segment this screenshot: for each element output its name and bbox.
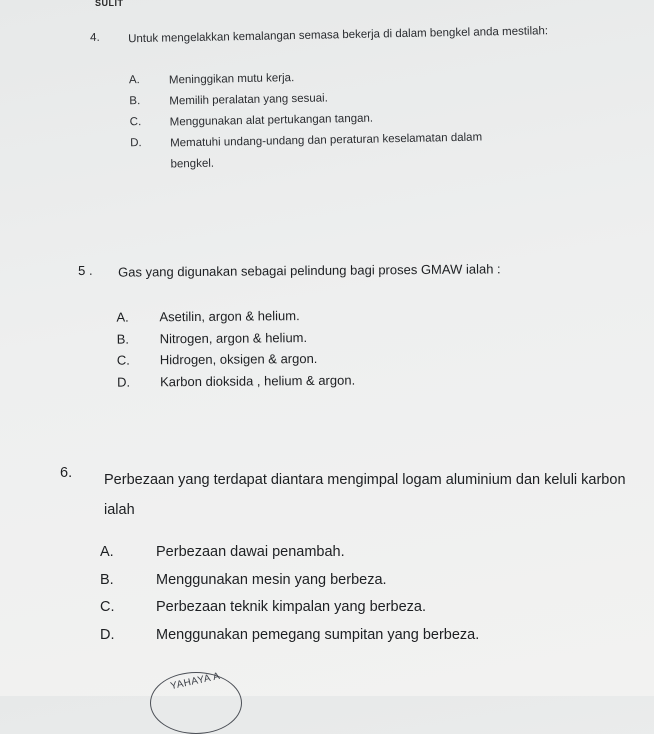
- option-text: Nitrogen, argon & helium.: [159, 329, 308, 346]
- option-text: Menggunakan pemegang sumpitan yang berbeza.: [156, 626, 480, 643]
- option-text: Mematuhi undang-undang dan peraturan keselamatan dalam bengkel.: [170, 131, 483, 171]
- option-a: [100, 539, 640, 567]
- question-stem: Gas yang digunakan sebagai pelindung bagi proses GMAW ialah :: [118, 261, 501, 280]
- option-list: [129, 62, 613, 176]
- option-letter: B.: [129, 94, 141, 108]
- question-stem: Untuk mengelakkan kemalangan semasa bekerja di dalam bengkel anda mestilah:: [128, 25, 549, 46]
- option-b: [100, 567, 640, 595]
- option-text: Memilih peralatan yang sesuai.: [169, 92, 328, 108]
- question-stem: Perbezaan yang terdapat diantara mengimpal logam aluminium dan keluli karbon ialah: [104, 472, 626, 518]
- option-text: Menggunakan mesin yang berbeza.: [156, 571, 387, 588]
- question-6: [60, 465, 640, 649]
- option-letter: A.: [116, 309, 129, 325]
- option-letter: D.: [116, 374, 131, 390]
- question-number: 4.: [90, 31, 100, 44]
- option-letter: D.: [100, 626, 115, 643]
- option-letter: A.: [100, 544, 114, 560]
- option-d: [117, 367, 599, 393]
- option-text: Karbon dioksida , helium & argon.: [159, 372, 356, 389]
- option-letter: C.: [100, 599, 115, 615]
- option-text: Perbezaan dawai penambah.: [156, 544, 345, 560]
- option-letter: B.: [100, 571, 114, 588]
- question-number: 5 .: [78, 262, 93, 278]
- question-number: 6.: [60, 465, 73, 481]
- option-letter: C.: [116, 352, 130, 368]
- question-4: [90, 22, 613, 177]
- option-letter: B.: [116, 331, 130, 347]
- option-text: Hidrogen, oksigen & argon.: [159, 351, 318, 368]
- stamp-text: YAHAYA A: [169, 670, 222, 693]
- option-d: [130, 125, 613, 176]
- option-letter: D.: [130, 136, 142, 150]
- page-header: SULIT: [95, 0, 124, 8]
- option-text: Perbezaan teknik kimpalan yang berbeza.: [156, 599, 427, 615]
- option-letter: C.: [129, 115, 142, 129]
- option-text: Meninggikan mutu kerja.: [168, 71, 295, 87]
- option-letter: A.: [128, 73, 140, 87]
- option-list: [100, 539, 640, 649]
- question-5: [78, 258, 599, 393]
- option-list: [116, 303, 599, 393]
- option-text: Asetilin, argon & helium.: [159, 308, 300, 325]
- option-text: Menggunakan alat pertukangan tangan.: [169, 112, 374, 129]
- option-d: [100, 622, 640, 650]
- option-c: [100, 594, 640, 622]
